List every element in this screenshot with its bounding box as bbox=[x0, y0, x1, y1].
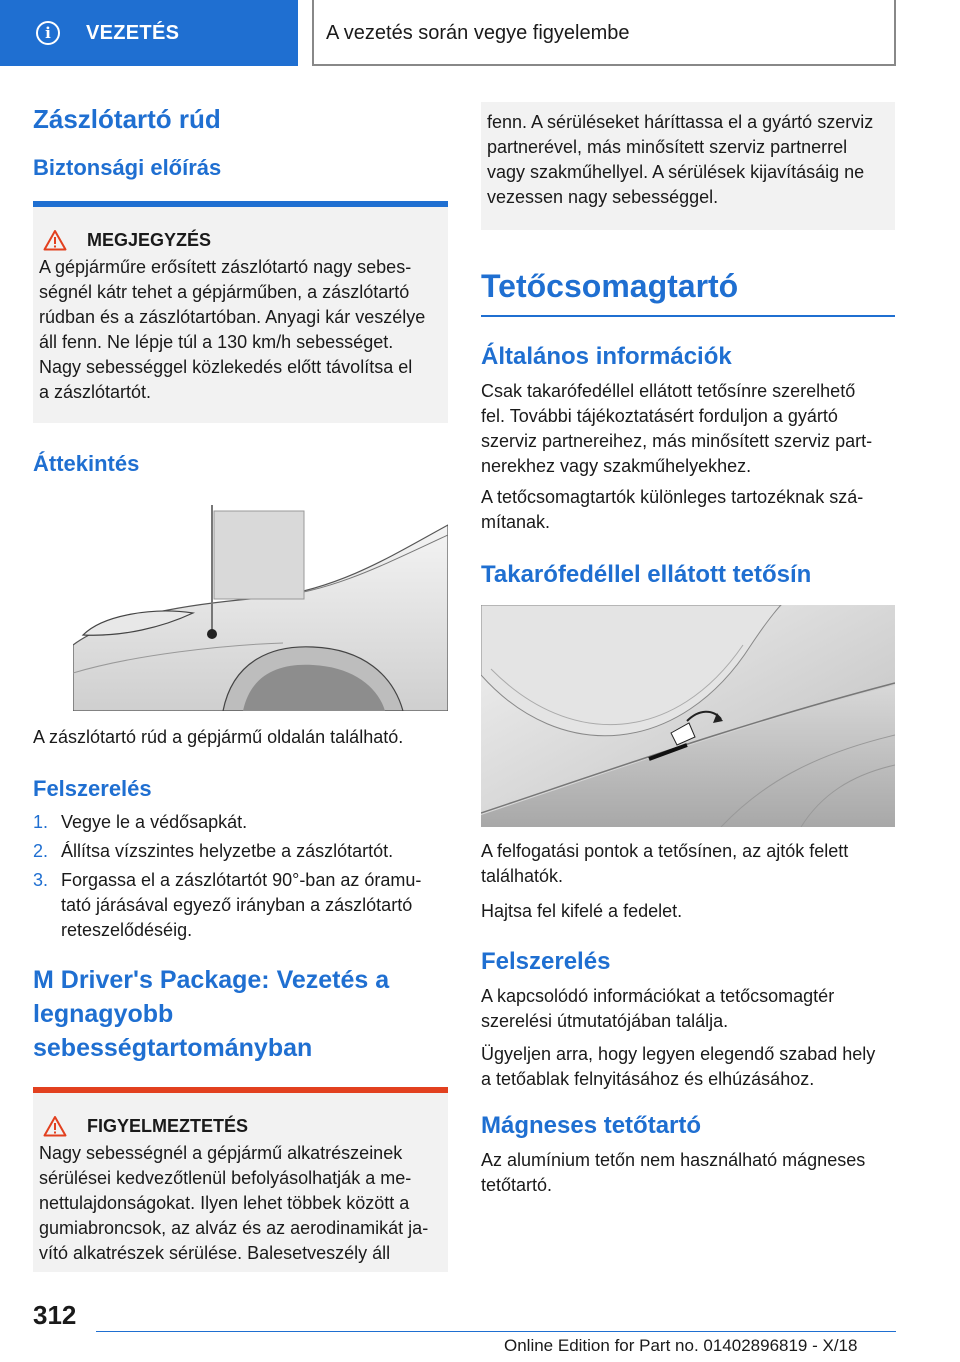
install-p1 bbox=[481, 984, 895, 1034]
warning-line: partnerével, más minősített szerviz partnerrel bbox=[487, 137, 848, 157]
notice-line: rúdban és a zászlótartóban. Anyagi kár veszélye bbox=[39, 307, 426, 327]
warning-box-continued bbox=[481, 102, 895, 230]
step-item bbox=[33, 839, 448, 864]
install-heading-right: Felszerelés bbox=[481, 948, 611, 975]
step-text: Vegye le a védősapkát. bbox=[61, 812, 248, 832]
overview-heading: Áttekintés bbox=[33, 451, 140, 476]
step-number: 1. bbox=[33, 812, 49, 832]
roof-rack-title: Tetőcsomagtartó bbox=[481, 268, 739, 304]
step-item bbox=[33, 868, 448, 943]
warning-line: vító alkatrészek sérülése. Balesetveszély áll bbox=[39, 1243, 391, 1263]
text-line: szerelési útmutatójában találja. bbox=[481, 1011, 729, 1031]
page-header bbox=[0, 0, 960, 66]
mdp-heading bbox=[33, 963, 448, 1065]
footer-rule bbox=[96, 1331, 896, 1332]
warning-cont-text bbox=[487, 110, 887, 210]
info-icon bbox=[36, 21, 60, 45]
footer-edition: Online Edition for Part no. 01402896819 - X/18 bbox=[504, 1336, 858, 1355]
step-line: reteszelődéséig. bbox=[61, 920, 193, 940]
text-line: tetőtartó. bbox=[481, 1175, 553, 1195]
rail-heading: Takarófedéllel ellátott tetősín bbox=[481, 561, 812, 588]
magnet-heading: Mágneses tetőtartó bbox=[481, 1112, 702, 1139]
step-line: tató járásával egyező irányban a zászlótartó bbox=[61, 895, 413, 915]
text-line: Ügyeljen arra, hogy legyen elegendő szabad hely bbox=[481, 1044, 876, 1064]
magnet-text bbox=[481, 1148, 895, 1198]
safety-heading: Biztonsági előírás bbox=[33, 155, 222, 180]
notice-box bbox=[33, 201, 448, 423]
notice-text bbox=[39, 255, 436, 405]
notice-header bbox=[39, 229, 436, 251]
general-info-p1 bbox=[481, 379, 895, 479]
text-line: A felfogatási pontok a tetősínen, az ajtók felett bbox=[481, 841, 849, 861]
info-glyph: i bbox=[45, 24, 51, 42]
flag-figure-caption: A zászlótartó rúd a gépjármű oldalán található. bbox=[33, 727, 404, 747]
mdp-heading-line: sebességtartományban bbox=[33, 1034, 313, 1062]
text-line: A tetőcsomagtartók különleges tartozéknak szá- bbox=[481, 487, 864, 507]
step-item bbox=[33, 810, 448, 835]
text-line: Az alumínium tetőn nem használható mágneses bbox=[481, 1150, 866, 1170]
text-line: mítanak. bbox=[481, 512, 551, 532]
install-p2 bbox=[481, 1042, 895, 1092]
chapter-tab bbox=[0, 0, 298, 66]
warning-line: fenn. A sérüléseket háríttassa el a gyártó szerviz bbox=[487, 112, 874, 132]
general-info-heading: Általános információk bbox=[481, 343, 732, 370]
install-heading-left: Felszerelés bbox=[33, 776, 152, 801]
right-column bbox=[481, 98, 895, 1198]
warning-line: gumiabroncsok, az alváz és az aerodinamikát ja- bbox=[39, 1218, 429, 1238]
install-steps bbox=[33, 810, 448, 943]
roof-rail-figure bbox=[481, 605, 895, 827]
notice-label: MEGJEGYZÉS bbox=[87, 229, 212, 250]
roof-rail-illustration bbox=[481, 605, 895, 827]
chapter-title: VEZETÉS bbox=[86, 21, 180, 44]
text-line: találhatók. bbox=[481, 866, 564, 886]
rail-instruction: Hajtsa fel kifelé a fedelet. bbox=[481, 901, 683, 921]
warning-text bbox=[39, 1141, 436, 1266]
warning-line: vezessen nagy sebességgel. bbox=[487, 187, 719, 207]
text-line: nerekhez vagy szakműhelyekhez. bbox=[481, 456, 752, 476]
step-text: Állítsa vízszintes helyzetbe a zászlótartót. bbox=[61, 841, 394, 861]
text-line: a tetőablak felnyitásához és elhúzásához. bbox=[481, 1069, 815, 1089]
step-number: 2. bbox=[33, 841, 49, 861]
warning-line: nettulajdonságokat. Ilyen lehet többek között a bbox=[39, 1193, 410, 1213]
warning-label: FIGYELMEZTETÉS bbox=[87, 1115, 249, 1136]
notice-line: ségnél kátr tehet a gépjárműben, a zászlótartó bbox=[39, 282, 410, 302]
text-line: Csak takarófedéllel ellátott tetősínre szerelhető bbox=[481, 381, 856, 401]
page-number: 312 bbox=[33, 1300, 77, 1330]
step-line: Forgassa el a zászlótartót 90°-ban az óramu- bbox=[61, 870, 422, 890]
car-fender-illustration bbox=[73, 495, 448, 711]
mdp-heading-line: M Driver's Package: Vezetés a bbox=[33, 966, 390, 994]
warning-triangle-icon bbox=[43, 1115, 67, 1137]
section-title: A vezetés során vegye figyelembe bbox=[326, 21, 630, 44]
text-line: szerviz partnereihez, más minősített szerviz part- bbox=[481, 431, 873, 451]
flag-holder-title: Zászlótartó rúd bbox=[33, 104, 221, 134]
step-text bbox=[61, 868, 421, 943]
notice-line: áll fenn. Ne lépje túl a 130 km/h sebességet. bbox=[39, 332, 394, 352]
warning-header bbox=[39, 1115, 436, 1137]
header-right-rule bbox=[894, 0, 896, 66]
warning-line: vagy szakműhellyel. A sérülések kijavításáig ne bbox=[487, 162, 865, 182]
left-column bbox=[33, 98, 448, 1272]
header-underline bbox=[312, 64, 896, 66]
warning-line: sérülései kedvezőtlenül befolyásolhatják a me- bbox=[39, 1168, 412, 1188]
title-rule bbox=[481, 315, 895, 317]
notice-line: Nagy sebességgel közlekedés előtt távolítsa el bbox=[39, 357, 413, 377]
notice-line: A gépjárműre erősített zászlótartó nagy sebes- bbox=[39, 257, 412, 277]
text-line: A kapcsolódó információkat a tetőcsomagtér bbox=[481, 986, 835, 1006]
step-number: 3. bbox=[33, 870, 49, 890]
text-line: fel. További tájékoztatásért forduljon a gyártó bbox=[481, 406, 838, 426]
warning-line: Nagy sebességnél a gépjármű alkatrészeinek bbox=[39, 1143, 403, 1163]
warning-triangle-icon bbox=[43, 229, 67, 251]
warning-box bbox=[33, 1087, 448, 1272]
flag-holder-figure bbox=[73, 495, 448, 711]
rail-caption bbox=[481, 839, 895, 889]
mdp-heading-line: legnagyobb bbox=[33, 1000, 174, 1028]
general-info-p2 bbox=[481, 485, 895, 535]
notice-line: a zászlótartót. bbox=[39, 382, 152, 402]
